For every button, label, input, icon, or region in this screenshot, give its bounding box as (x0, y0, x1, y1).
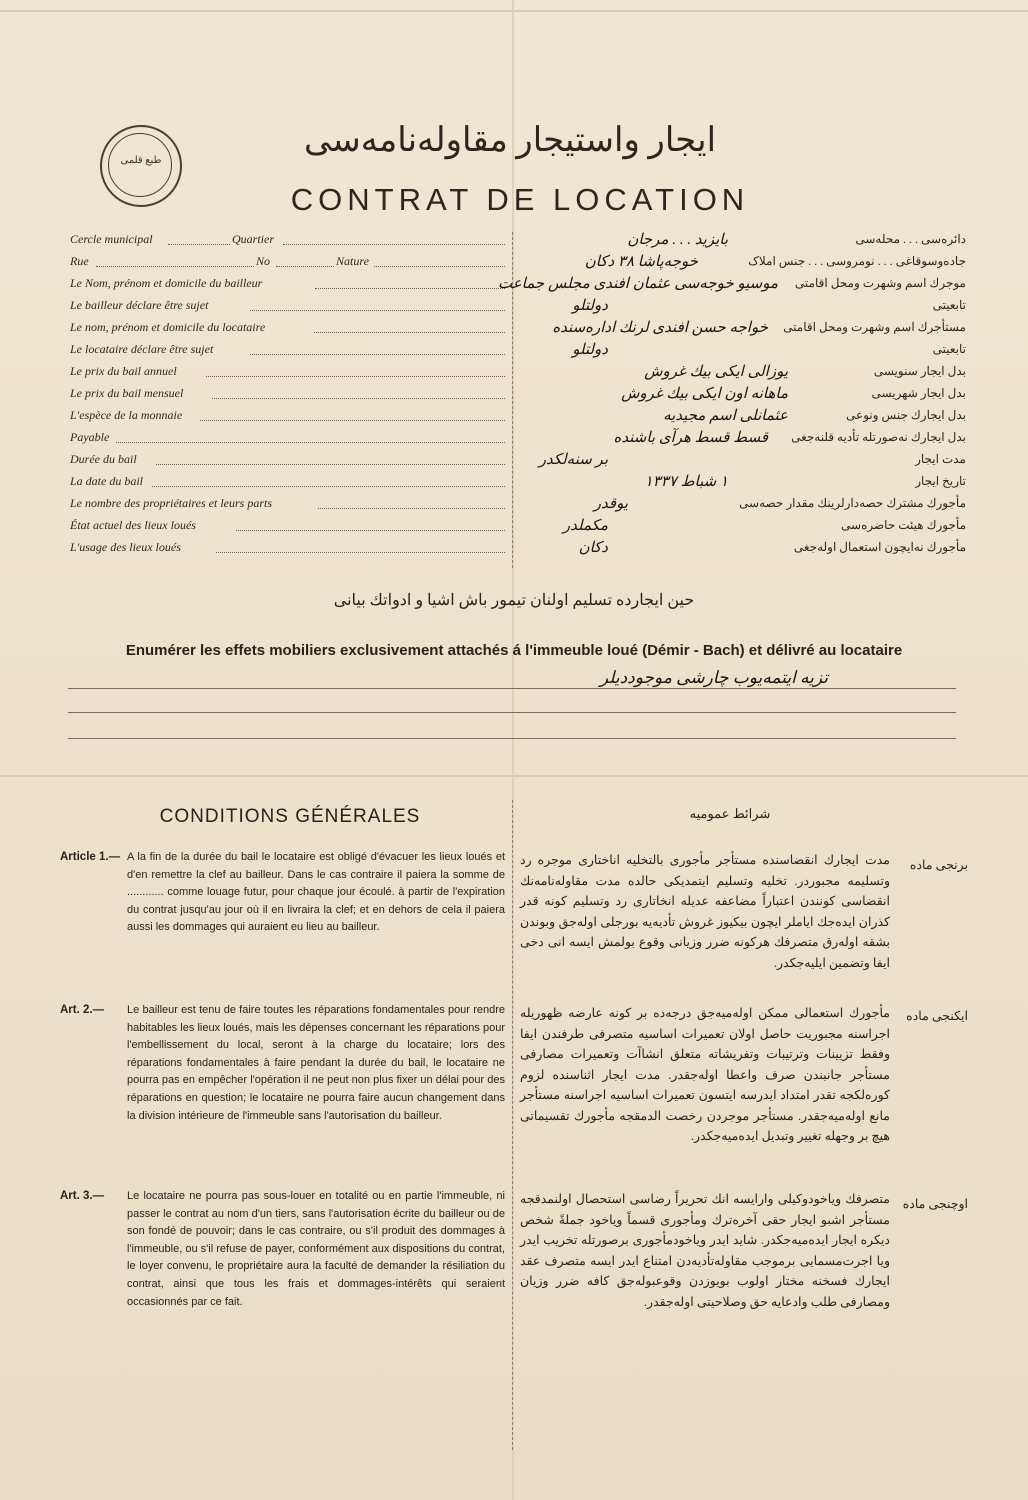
madde-1-label: برنجی ماده (909, 858, 968, 872)
dotted-line (212, 397, 505, 399)
hw-tarih: ۱ شباط ۱۳۳۷ (644, 474, 728, 490)
dotted-line (200, 419, 505, 421)
label-ar-tediye: بدل ایجارك نه‌صورتله تأدیه قلنه‌جغی (791, 430, 966, 444)
dotted-line (250, 309, 505, 311)
label-ar-muddet: مدت ایجار (915, 452, 966, 466)
hw-mucir: موسیو خوجه‌سی عثمان افندی مجلس جماعت (498, 276, 778, 292)
label-ar-sehri: بدل ایجار شهریسی (871, 386, 966, 400)
label-monnaie: L'espèce de la monnaie (70, 408, 183, 422)
label-prix-mensuel: Le prix du bail mensuel (70, 386, 184, 400)
label-proprietaires: Le nombre des propriétaires et leurs parts (70, 496, 272, 510)
hw-tabiiyet-2: دولتلو (572, 342, 608, 358)
label-bailleur: Le Nom, prénom et domicile du bailleur (70, 276, 263, 290)
label-ar-tabiiyet-2: تابعیتی (932, 342, 966, 356)
dotted-line (276, 265, 334, 267)
hw-sehri: ماهانه اون ایکی بیك غروش (621, 386, 788, 402)
hw-cadde: خوجه‌پاشا ۳۸ دکان (584, 254, 698, 270)
dotted-line (152, 485, 505, 487)
dotted-line (168, 243, 230, 245)
label-ar-tabiiyet-1: تابعیتی (932, 298, 966, 312)
dotted-line (236, 529, 505, 531)
movables-line (68, 688, 956, 689)
article-1-ottoman: مدت ایجارك انقضاسنده مستأجر مأجوری بالتخلیه اناختاری موجره رد وتسلیمه مجبوردر. تخلیه وتسلیم ایتمدیکی حالده مدت مقاوله‌نامه‌نك انقضاسی کونندن اعتباراً مضاعفه عدیله انخاتاری رد وتسلیم کونه قدر کذران ایده‌جك ایاملر ایچون بیكیوز غروش تأدیه‌یه بورجلی اوله‌جق وبوندن بشقه اوله‌رق متصرفك هرکونه ضرر وزیانی وقوع بولمش ایسه انی دخی ایفا وتضمین ایلیه‌جکدر. (520, 853, 890, 970)
article-3-ottoman: متصرفك وياخودوکیلی وارایسه انك تحریراً رضاسی استحصال اولنمدقجه مستأجر اشبو ایجار حقی آخره‌ترك ومأجوری قسماً وياخود جملةً شخص دیکره ایجار ایده‌میه‌جکدر. شاید ایدر وياخودمأجوری برصورتله تخریب ایدر ویا اجرت‌مسمایی برموجب مقاوله‌تأدیه‌دن امتناع ایدر ایسه متصرف عقد ایجارك فسخنه مختار اولوب بویوزدن وقوعبوله‌جق کافه ضرر وزیان ومصارفی طلب وادعایه حق وصلاحیتی اوله‌جقدر. (520, 1192, 890, 1309)
hw-movables: تزیه ایتمه‌یوب چارشی موجود‌دیلر (599, 668, 828, 687)
label-ar-hisse: مأجورك مشترك حصه‌دارلرینك مقدار حصه‌سی (739, 496, 966, 510)
label-cercle-municipal: Cercle municipal (70, 232, 153, 246)
dotted-line (250, 353, 505, 355)
dotted-line (374, 265, 505, 267)
article-2-label: Art. 2.— (60, 1004, 105, 1016)
title-french: CONTRAT DE LOCATION (290, 182, 750, 217)
label-date: La date du bail (70, 474, 144, 488)
hw-hisse: یوقدر (593, 496, 628, 512)
dotted-line (314, 331, 505, 333)
article-1-text: A la fin de la durée du bail le locataire est obligé d'évacuer les lieux loués et d'en remettre la clef au bailleur. Dans le cas contraire il paiera la somme de ............ comme louage futur, pour chaque jour écoulé. à partir de l'expiration du contrat jusqu'au jour où il en livraira la clef; et en dehors de cela il paiera aussi les dommages qui auraient eu lieu au bailleur. (127, 851, 505, 934)
dotted-line (216, 551, 505, 553)
fold-line-top (0, 10, 1028, 12)
label-ar-cins: بدل ایجارك جنس ونوعی (846, 408, 966, 422)
label-ar-daire: دائره‌سی . . . محله‌سی (855, 232, 966, 246)
label-ar-senevi: بدل ایجار سنویسی (873, 364, 966, 378)
label-etat: État actuel des lieux loués (70, 518, 196, 532)
hw-mustecir: خواجه حسن افندی لرنك اداره‌سنده (552, 320, 768, 336)
dotted-line (156, 463, 505, 465)
dotted-line (315, 287, 505, 289)
hw-istimal: دکان (578, 540, 608, 556)
seal-text: طبع قلمی (120, 155, 162, 166)
article-2-text: Le bailleur est tenu de faire toutes les réparations fondamentales pour rendre habitables les lieux loués, mais les dépenses concernant les réparations pour l'embellissement du local, seront à la charge du locataire; lors des réparations fondamentales à faire pendant la durée du bail, le locataire ne pourra pas en empêcher l'opération il ne peut non plus fixer un délai pour des réparations en question; le locataire ne pourra faire aucun changement dans la division intérieure de l'immeuble sans l'autorisation du bailleur. (127, 1004, 505, 1122)
madde-3-label: اوچنجی ماده (902, 1197, 968, 1211)
movables-line (68, 712, 956, 713)
label-ar-cadde: جاده‌وسوقاغی . . . نومروسی . . . جنس املاک (748, 254, 966, 268)
hw-tabiiyet-1: دولتلو (572, 298, 608, 314)
label-usage: L'usage des lieux loués (70, 540, 181, 554)
article-1-label: Article 1.— (60, 851, 121, 863)
label-bailleur-sujet: Le bailleur déclare être sujet (70, 298, 209, 312)
label-quartier: Quartier (232, 232, 274, 246)
label-duree: Durée du bail (70, 452, 137, 466)
label-payable: Payable (70, 430, 110, 444)
municipal-seal (100, 125, 182, 207)
conditions-title-ottoman: شرائط عمومیه (689, 806, 771, 821)
article-3-label: Art. 3.— (60, 1190, 105, 1202)
label-ar-tarih: تاریخ ایجار (915, 474, 966, 488)
label-locataire: Le nom, prénom et domicile du locataire (70, 320, 266, 334)
article-3-text: Le locataire ne pourra pas sous-louer en totalité ou en partie l'immeuble, ni passer le contrat au nom d'un tiers, sans l'autorisation écrite du bailleur ou de son fondé de pouvoir; dans le cas contraire, ou s'il produit des dommages à l'immeuble, ou s'il refuse de payer, conformément aux dispositions du contrat, le loyer convenu, le propriétaire aura la faculté de demander la résiliation du contrat, ainsi que tous les frais et dommages-intérêts qui seraient occasionnés par ce fait. (127, 1190, 505, 1308)
dotted-line (206, 375, 505, 377)
label-no: No (256, 254, 271, 268)
movables-title-ottoman: حین ایجارده تسلیم اولنان تیمور باش اشیا و ادواتك بیانی (333, 592, 695, 609)
label-nature: Nature (336, 254, 369, 268)
dotted-line (283, 243, 505, 245)
hw-heyet: مکملدر (562, 518, 608, 534)
hw-cins: عثمانلی اسم مجیدیه (663, 408, 788, 424)
column-divider-bottom (512, 800, 513, 1450)
label-ar-mustecir: مستأجرك اسم وشهرت ومحل اقامتی (783, 320, 966, 334)
dotted-line (116, 441, 505, 443)
label-ar-mucir: موجرك اسم وشهرت ومحل اقامتی (794, 276, 966, 290)
dotted-line (96, 265, 254, 267)
hw-daire: بایزید . . . مرجان (627, 232, 728, 248)
title-ottoman: ایجار واستیجار مقاوله‌نامه‌سی (303, 122, 717, 159)
madde-2-label: ایکنجی ماده (906, 1009, 968, 1023)
label-locataire-sujet: Le locataire déclare être sujet (70, 342, 214, 356)
article-2-ottoman: مأجورك استعمالی ممکن اوله‌میه‌جق درجه‌ده بر کونه عارضه ظهوریله اجراسنه مجبوریت حاصل اولان تعمیرات اساسیه متصرفی طرفندن ایفا وفقط تزیینات وترتیبات وتفریشاته متعلق انشاآت وتعمیرات مصارفی مستأجر جانبندن صرف واعطا اوله‌جقدر. مدت ایجار اثناسنده لزوم کوره‌لکجه تقدر امتداد ایدرسه ایتسون تعمیرات اساسیه اجراسنه مستأجر مانع اوله‌میه‌جقدر. مستأجر موجردن رخصت الدمقجه مأجورك تقسیماتی هیچ بر وجهله تغییر وتبدیل ایده‌میه‌جکدر. (520, 1006, 890, 1143)
movables-line (68, 738, 956, 739)
label-ar-istimal: مأجورك نه‌ایچون استعمال اوله‌جغی (793, 540, 966, 554)
conditions-title-french: CONDITIONS GÉNÉRALES (159, 806, 421, 827)
hw-muddet: بر سنه‌لکدر (538, 452, 608, 468)
dotted-line (318, 507, 505, 509)
fold-line-middle (0, 775, 1028, 777)
label-rue: Rue (70, 254, 89, 268)
label-prix-annuel: Le prix du bail annuel (70, 364, 177, 378)
hw-senevi: یوزالی ایکی بیك غروش (644, 364, 788, 380)
movables-title-french: Enumérer les effets mobiliers exclusivement attachés á l'immeuble loué (Démir - Bach) et délivré au locataire (125, 642, 903, 659)
hw-tediye: قسط قسط هرآی باشنده (613, 430, 768, 446)
label-ar-heyet: مأجورك هیئت حاضره‌سی (841, 518, 966, 532)
